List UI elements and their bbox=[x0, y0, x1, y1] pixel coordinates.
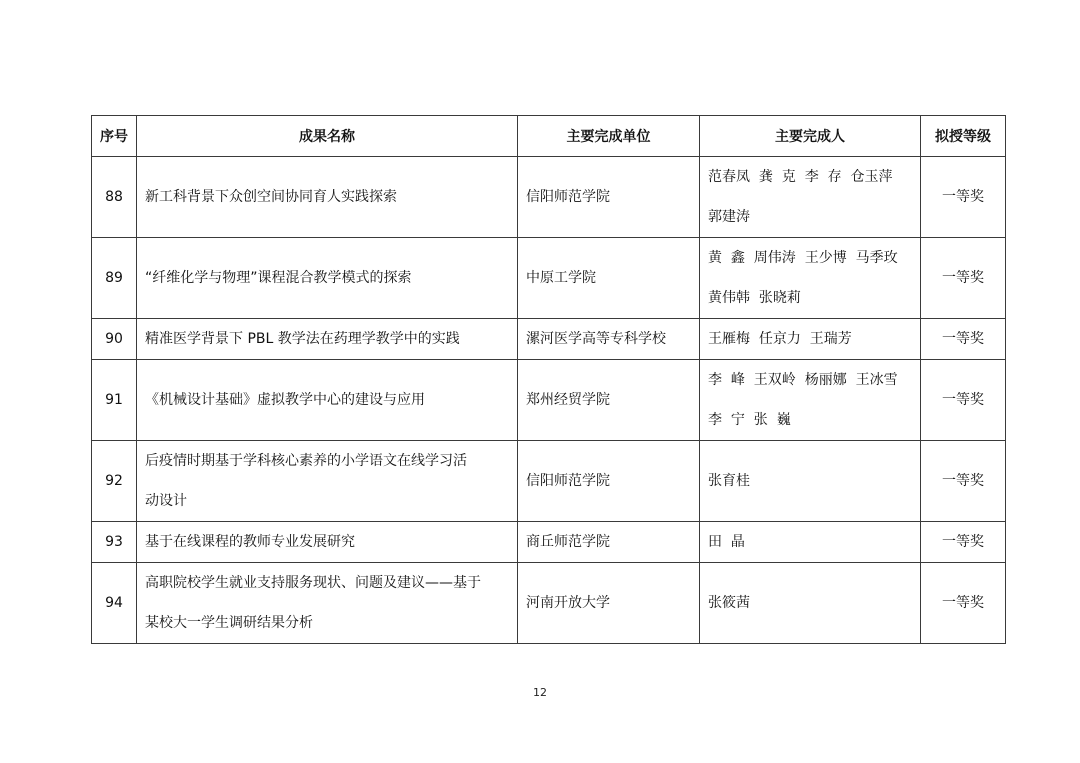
header-unit: 主要完成单位 bbox=[518, 116, 700, 157]
cell-people bbox=[700, 441, 921, 522]
cell-people bbox=[700, 157, 921, 238]
cell-grade: 一等奖 bbox=[921, 238, 1006, 319]
title-line: 基于在线课程的教师专业发展研究 bbox=[145, 534, 355, 550]
people-line: 黄伟韩 张晓莉 bbox=[708, 290, 801, 306]
header-grade: 拟授等级 bbox=[921, 116, 1006, 157]
table-row bbox=[92, 157, 1006, 238]
page-number: 12 bbox=[533, 686, 547, 699]
cell-unit: 信阳师范学院 bbox=[518, 441, 700, 522]
cell-unit: 郑州经贸学院 bbox=[518, 360, 700, 441]
table-row bbox=[92, 563, 1006, 644]
table-header-row bbox=[92, 116, 1006, 157]
people-line: 黄 鑫 周伟涛 王少博 马季玫 bbox=[708, 250, 898, 266]
cell-people bbox=[700, 522, 921, 563]
header-no: 序号 bbox=[92, 116, 137, 157]
cell-grade: 一等奖 bbox=[921, 157, 1006, 238]
cell-no: 89 bbox=[92, 238, 137, 319]
title-line: 动设计 bbox=[145, 493, 187, 509]
people-line: 范春凤 龚 克 李 存 仓玉萍 bbox=[708, 169, 893, 185]
cell-grade: 一等奖 bbox=[921, 522, 1006, 563]
cell-title bbox=[137, 360, 518, 441]
cell-people bbox=[700, 360, 921, 441]
cell-people bbox=[700, 563, 921, 644]
table-row bbox=[92, 319, 1006, 360]
people-line: 张育桂 bbox=[708, 473, 750, 489]
people-line: 李 宁 张 巍 bbox=[708, 412, 791, 428]
cell-grade: 一等奖 bbox=[921, 319, 1006, 360]
cell-grade: 一等奖 bbox=[921, 360, 1006, 441]
cell-no: 91 bbox=[92, 360, 137, 441]
cell-people bbox=[700, 319, 921, 360]
cell-title bbox=[137, 563, 518, 644]
table-body bbox=[92, 157, 1006, 644]
cell-unit: 商丘师范学院 bbox=[518, 522, 700, 563]
people-line: 郭建涛 bbox=[708, 209, 750, 225]
title-line: 高职院校学生就业支持服务现状、问题及建议——基于 bbox=[145, 575, 481, 591]
cell-grade: 一等奖 bbox=[921, 563, 1006, 644]
cell-no: 94 bbox=[92, 563, 137, 644]
cell-title bbox=[137, 157, 518, 238]
cell-no: 88 bbox=[92, 157, 137, 238]
title-line: 《机械设计基础》虚拟教学中心的建设与应用 bbox=[145, 392, 425, 408]
cell-unit: 中原工学院 bbox=[518, 238, 700, 319]
title-line: 精准医学背景下 PBL 教学法在药理学教学中的实践 bbox=[145, 331, 460, 347]
cell-unit: 河南开放大学 bbox=[518, 563, 700, 644]
cell-no: 90 bbox=[92, 319, 137, 360]
title-line: “纤维化学与物理”课程混合教学模式的探索 bbox=[145, 270, 412, 286]
people-line: 王雁梅 任京力 王瑞芳 bbox=[708, 331, 852, 347]
cell-unit: 漯河医学高等专科学校 bbox=[518, 319, 700, 360]
cell-no: 92 bbox=[92, 441, 137, 522]
title-line: 某校大一学生调研结果分析 bbox=[145, 615, 313, 631]
people-line: 张筱茜 bbox=[708, 595, 750, 611]
cell-no: 93 bbox=[92, 522, 137, 563]
cell-people bbox=[700, 238, 921, 319]
table-row bbox=[92, 360, 1006, 441]
title-line: 后疫情时期基于学科核心素养的小学语文在线学习活 bbox=[145, 453, 467, 469]
cell-title bbox=[137, 441, 518, 522]
header-title: 成果名称 bbox=[137, 116, 518, 157]
table-row bbox=[92, 522, 1006, 563]
cell-title bbox=[137, 238, 518, 319]
header-people: 主要完成人 bbox=[700, 116, 921, 157]
table-row bbox=[92, 441, 1006, 522]
cell-unit: 信阳师范学院 bbox=[518, 157, 700, 238]
table-row bbox=[92, 238, 1006, 319]
title-line: 新工科背景下众创空间协同育人实践探索 bbox=[145, 189, 397, 205]
cell-title bbox=[137, 319, 518, 360]
cell-title bbox=[137, 522, 518, 563]
people-line: 田 晶 bbox=[708, 534, 745, 550]
cell-grade: 一等奖 bbox=[921, 441, 1006, 522]
awards-table bbox=[91, 115, 1006, 644]
people-line: 李 峰 王双岭 杨丽娜 王冰雪 bbox=[708, 372, 898, 388]
